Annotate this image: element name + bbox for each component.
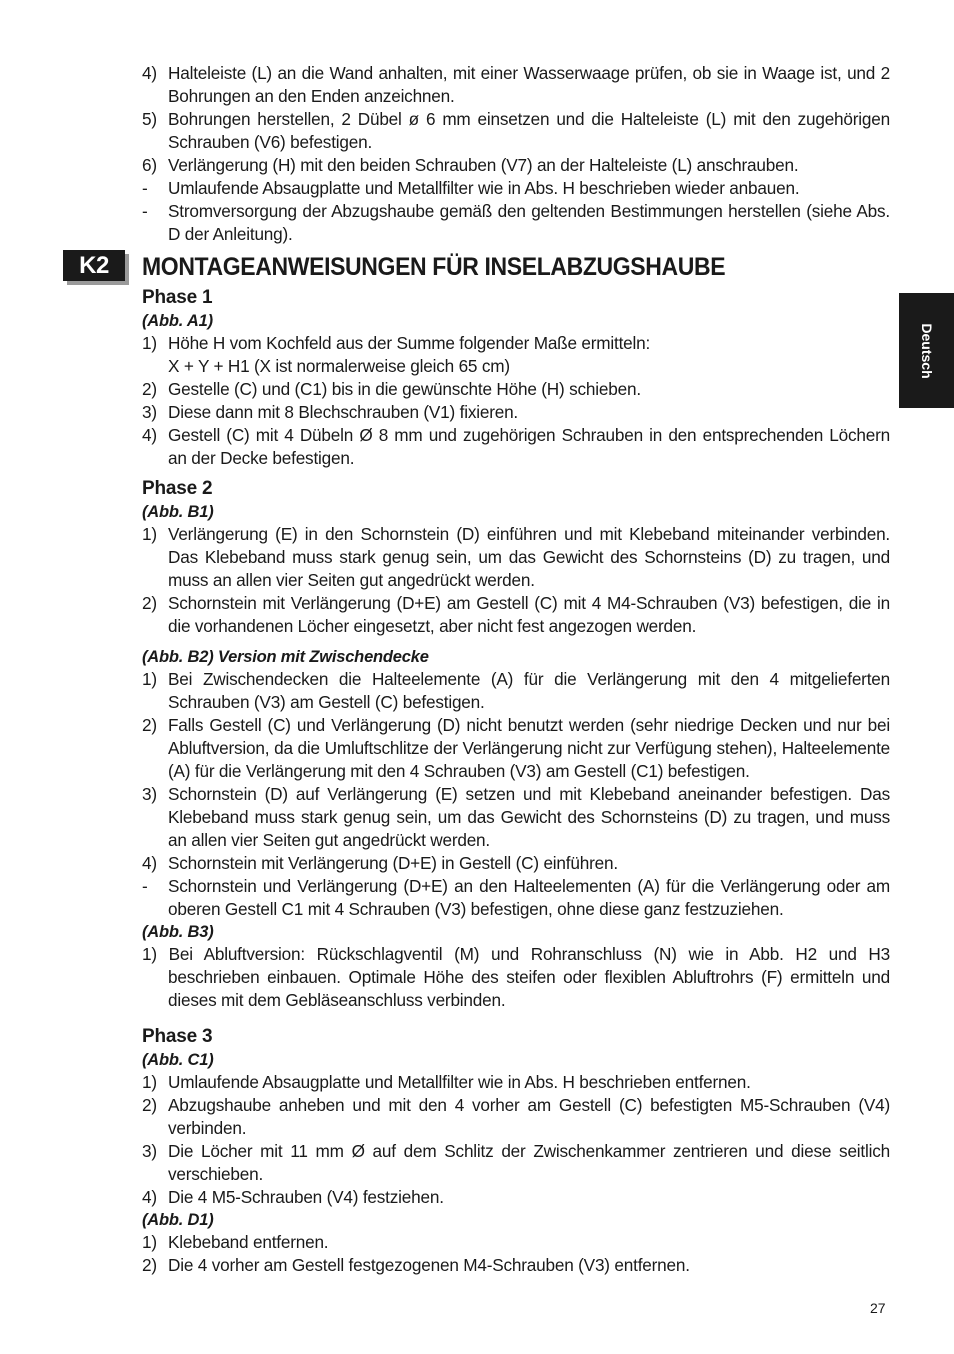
list-item [142, 177, 890, 200]
list-item [142, 424, 890, 470]
list-marker: 3) [142, 784, 157, 804]
list-text: Schornstein mit Verlängerung (D+E) am Gestell (C) mit 4 M4-Schrauben (V3) befestigen, die in die vorhandenen Löcher eingesetzt, aber nicht fest angezogen werden. [168, 593, 890, 636]
list-item [142, 1231, 890, 1254]
list-marker: - [142, 201, 148, 221]
list-text: Halteleiste (L) an die Wand anhalten, mit einer Wasserwaage prüfen, ob sie in Waage ist, und 2 Bohrungen an den Enden anzeichnen. [168, 63, 890, 106]
list-item [142, 1094, 890, 1140]
list-item [142, 668, 890, 714]
phase-title: Phase 3 [142, 1026, 213, 1047]
phase-1 [142, 285, 890, 1277]
list-marker: - [142, 876, 148, 896]
list-text: Umlaufende Absaugplatte und Metallfilter wie in Abs. H beschrieben entfernen. [168, 1072, 751, 1092]
list-text: Die 4 M5-Schrauben (V4) festziehen. [168, 1187, 444, 1207]
list-item [142, 523, 890, 592]
list-text-line: Höhe H vom Kochfeld aus der Summe folgender Maße ermitteln: [168, 333, 651, 353]
list-item [142, 332, 890, 378]
list-item [142, 852, 890, 875]
list-text: Gestell (C) mit 4 Dübeln Ø 8 mm und zugehörigen Schrauben in den entsprechenden Löchern an der Decke befestigen. [168, 425, 890, 468]
list-item [142, 1140, 890, 1186]
list-item [142, 378, 890, 401]
list-marker: 1) [142, 333, 157, 353]
figure-ref: (Abb. A1) [142, 312, 213, 330]
list-marker: 2) [142, 593, 157, 613]
language-tab [899, 293, 954, 408]
list-item [142, 62, 890, 108]
list-marker: 2) [142, 715, 157, 735]
list-marker: 4) [142, 1187, 157, 1207]
list-text: Bohrungen herstellen, 2 Dübel ø 6 mm einsetzen und die Halteleiste (L) mit den zugehörigen Schrauben (V6) befestigen. [168, 109, 890, 152]
list-marker: 1) [142, 524, 157, 544]
list-text: Verlängerung (E) in den Schornstein (D) einführen und mit Klebeband miteinander verbinden. Das Klebeband muss stark genug sein, um das Gewicht des Schornsteins (D) zu tragen, und muss an allen vier Seiten gut angedrückt werden. [168, 524, 890, 590]
section-code-badge: K2 [63, 250, 125, 281]
phase-title: Phase 1 [142, 287, 213, 308]
figure-ref: (Abb. B2) Version mit Zwischendecke [142, 648, 429, 666]
list-item: 1) Bei Abluftversion: Rückschlagventil (M) und Rohranschluss (N) wie in Abb. H2 und H3 beschrieben einbauen. Optimale Höhe des steifen oder flexiblen Abluftrohrs (F) ermitteln und dieses mit dem Gebläseanschluss verbinden. [142, 944, 890, 1010]
list-text: Schornstein (D) auf Verlängerung (E) setzen und mit Klebeband aneinander befestigen. Das Klebeband muss stark genug sein, um das Gewicht des Schornsteins (D) zu tragen, und muss an allen vier Seiten gut angedrückt werden. [168, 784, 890, 850]
list-marker: 1) [142, 669, 157, 689]
list-text: Falls Gestell (C) und Verlängerung (D) nicht benutzt werden (sehr niedrige Decken und nur bei Abluftversion, da die Umluftschlitze der Verlängerung nicht zur Verfügung stehen), Halteelemente (A) für die Verlängerung mit den 4 Schrauben (V3) am Gestell (C1) befestigen. [168, 715, 890, 781]
list-text: Die Löcher mit 11 mm Ø auf dem Schlitz der Zwischenkammer zentrieren und diese seitlich verschieben. [168, 1141, 890, 1184]
list-marker: 4) [142, 853, 157, 873]
figure-ref: (Abb. C1) [142, 1051, 214, 1069]
list-text: Schornstein und Verlängerung (D+E) an den Halteelementen (A) für die Verlängerung oder am oberen Gestell C1 mit 4 Schrauben (V3) befestigen, ohne diese ganz festzuziehen. [168, 876, 890, 919]
list-item [142, 783, 890, 852]
list-marker: 3) [142, 1141, 157, 1161]
list-marker: 2) [142, 1095, 157, 1115]
list-text: Verlängerung (H) mit den beiden Schrauben (V7) an der Halteleiste (L) anschrauben. [168, 155, 799, 175]
list-item [142, 200, 890, 246]
list-marker: 4) [142, 425, 157, 445]
list-marker: 4) [142, 63, 157, 83]
list-item [142, 875, 890, 921]
figure-ref: (Abb. D1) [142, 1211, 214, 1229]
list-marker: 1) [142, 1072, 157, 1092]
list-item [142, 1254, 890, 1277]
figure-ref: (Abb. B3) [142, 923, 214, 941]
page-number: 27 [870, 1300, 886, 1316]
figure-ref: (Abb. B1) [142, 503, 214, 521]
phase-title: Phase 2 [142, 478, 213, 499]
list-text: Schornstein mit Verlängerung (D+E) in Gestell (C) einführen. [168, 853, 618, 873]
list-text: Gestelle (C) und (C1) bis in die gewünschte Höhe (H) schieben. [168, 379, 641, 399]
list-text [168, 332, 890, 378]
language-tab-label: Deutsch [918, 322, 935, 379]
list-item [142, 1186, 890, 1209]
list-item [142, 592, 890, 638]
list-text: Umlaufende Absaugplatte und Metallfilter wie in Abs. H beschrieben wieder anbauen. [168, 178, 800, 198]
list-marker: 2) [142, 379, 157, 399]
list-marker: 1) [142, 1232, 157, 1252]
section-title: MONTAGEANWEISUNGEN FÜR INSELABZUGSHAUBE [142, 253, 726, 281]
list-text: Bei Zwischendecken die Halteelemente (A) für die Verlängerung mit den 4 mitgelieferten Schrauben (V3) am Gestell (C) befestigen. [168, 669, 890, 712]
list-item [142, 154, 890, 177]
list-marker: 6) [142, 155, 157, 175]
list-text: Abzugshaube anheben und mit den 4 vorher am Gestell (C) befestigten M5-Schrauben (V4) verbinden. [168, 1095, 890, 1138]
list-item [142, 108, 890, 154]
list-marker: 3) [142, 402, 157, 422]
list-item [142, 401, 890, 424]
list-text: Klebeband entfernen. [168, 1232, 329, 1252]
list-item [142, 1071, 890, 1094]
list-marker: 2) [142, 1255, 157, 1275]
list-marker: 5) [142, 109, 157, 129]
formula-line: X + Y + H1 (X ist normalerweise gleich 65 cm) [168, 356, 510, 376]
intro-list [142, 62, 890, 246]
list-text: Diese dann mit 8 Blechschrauben (V1) fixieren. [168, 402, 519, 422]
list-item [142, 714, 890, 783]
list-text: Die 4 vorher am Gestell festgezogenen M4-Schrauben (V3) entfernen. [168, 1255, 690, 1275]
list-marker: - [142, 178, 148, 198]
list-text: Stromversorgung der Abzugshaube gemäß den geltenden Bestimmungen herstellen (siehe Abs. D der Anleitung). [168, 201, 890, 244]
